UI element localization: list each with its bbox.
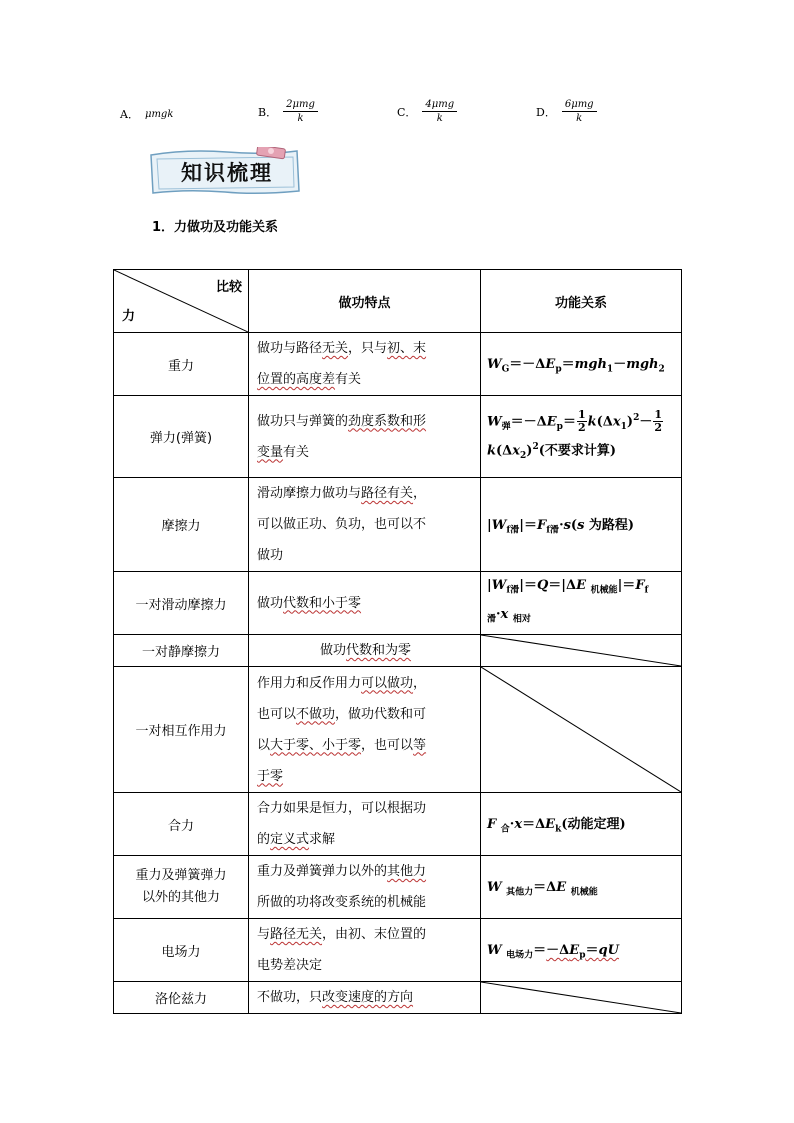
force-cell: 电场力: [114, 919, 249, 982]
section-title: 1．力做功及功能关系: [152, 220, 279, 235]
option-c[interactable]: [397, 98, 457, 125]
table-row: [114, 667, 682, 793]
force-cell: 一对静摩擦力: [114, 635, 249, 667]
relation-cell: $W_G=-\Delta E_p=mgh_1-mgh_2$: [481, 333, 682, 396]
knowledge-banner: [147, 147, 303, 197]
feature-cell: 合力如果是恒力，可以根据功 的定义式求解: [249, 793, 481, 856]
banner-title: 知识梳理: [181, 160, 273, 185]
header-relation: 功能关系: [481, 270, 682, 333]
option-a[interactable]: [120, 106, 173, 122]
relation-empty-cell: [481, 667, 682, 793]
option-b-numerator: 2μmg: [283, 98, 318, 112]
header-force-label: 力: [122, 309, 136, 324]
table-row: [114, 793, 682, 856]
option-d-numerator: 6μmg: [562, 98, 597, 112]
force-cell: 一对滑动摩擦力: [114, 572, 249, 635]
table-header-row: [114, 270, 682, 333]
option-c-label: C．: [397, 105, 417, 119]
option-c-denominator: k: [436, 113, 443, 124]
option-b-fraction: [283, 98, 318, 125]
diagonal-line-icon: [481, 635, 681, 666]
relation-cell: W $_{其他力}$＝ΔE $_{机械能}$: [481, 856, 682, 919]
force-cell: 重力及弹簧弹力 以外的其他力: [114, 856, 249, 919]
force-cell: 摩擦力: [114, 478, 249, 572]
option-b[interactable]: [258, 98, 318, 125]
option-d-denominator: k: [576, 113, 583, 124]
force-cell: 重力: [114, 333, 249, 396]
relation-cell: $W_弹=-\Delta E_p=$ $\frac{1}{2}$ $k(\Delta x_1)^2-$ $\frac{1}{2}$ $k(\Delta x_2)^2$(不要求计算): [481, 396, 682, 478]
feature-cell: 不做功，只改变速度的方向: [249, 982, 481, 1014]
option-c-numerator: 4μmg: [422, 98, 457, 112]
work-energy-table: [113, 269, 682, 1014]
relation-cell: W $_{电场力}=-\Delta E_p=qU$: [481, 919, 682, 982]
feature-cell: 做功与路径无关，只与初、末 位置的高度差有关: [249, 333, 481, 396]
diagonal-line-icon: [481, 982, 681, 1013]
table-row: [114, 919, 682, 982]
option-b-label: B．: [258, 105, 278, 119]
option-a-label: A．: [120, 108, 139, 121]
relation-empty-cell: [481, 982, 682, 1014]
relation-empty-cell: [481, 635, 682, 667]
option-a-expr: μmgk: [144, 108, 174, 120]
table-row: [114, 396, 682, 478]
diagonal-line-icon: [481, 667, 681, 792]
feature-cell: 与路径无关，由初、末位置的 电势差决定: [249, 919, 481, 982]
table-row: [114, 333, 682, 396]
feature-cell: 做功代数和为零: [249, 635, 481, 667]
feature-cell: 重力及弹簧弹力以外的其他力 所做的功将改变系统的机械能: [249, 856, 481, 919]
table-row: [114, 572, 682, 635]
table-row: [114, 982, 682, 1014]
relation-cell: $|W_{f滑}|=Q=|\Delta E$ $_{机械能}|=F_f$ $_滑$·x $_{相对}$: [481, 572, 682, 635]
option-d-label: D．: [536, 105, 556, 119]
force-cell: 洛伦兹力: [114, 982, 249, 1014]
relation-cell: $|W_{f滑}|=F_{f滑}\cdot s(s$ 为路程): [481, 478, 682, 572]
force-cell: 合力: [114, 793, 249, 856]
header-feature: 做功特点: [249, 270, 481, 333]
force-cell: 弹力(弹簧): [114, 396, 249, 478]
table-row: [114, 635, 682, 667]
table-row: [114, 856, 682, 919]
header-diagonal-cell: [114, 270, 249, 333]
option-c-fraction: [422, 98, 457, 125]
option-d-fraction: [562, 98, 597, 125]
relation-cell: F $_合\cdot x=\Delta E_k$(动能定理): [481, 793, 682, 856]
feature-cell: 做功代数和小于零: [249, 572, 481, 635]
feature-cell: 做功只与弹簧的劲度系数和形 变量有关: [249, 396, 481, 478]
table-row: [114, 478, 682, 572]
option-d[interactable]: [536, 98, 597, 125]
feature-cell: 作用力和反作用力可以做功， 也可以不做功，做功代数和可 以大于零、小于零，也可以等 于零: [249, 667, 481, 793]
feature-cell: 滑动摩擦力做功与路径有关， 可以做正功、负功，也可以不 做功: [249, 478, 481, 572]
option-b-denominator: k: [297, 113, 304, 124]
header-compare-label: 比较: [215, 280, 242, 295]
force-cell: 一对相互作用力: [114, 667, 249, 793]
